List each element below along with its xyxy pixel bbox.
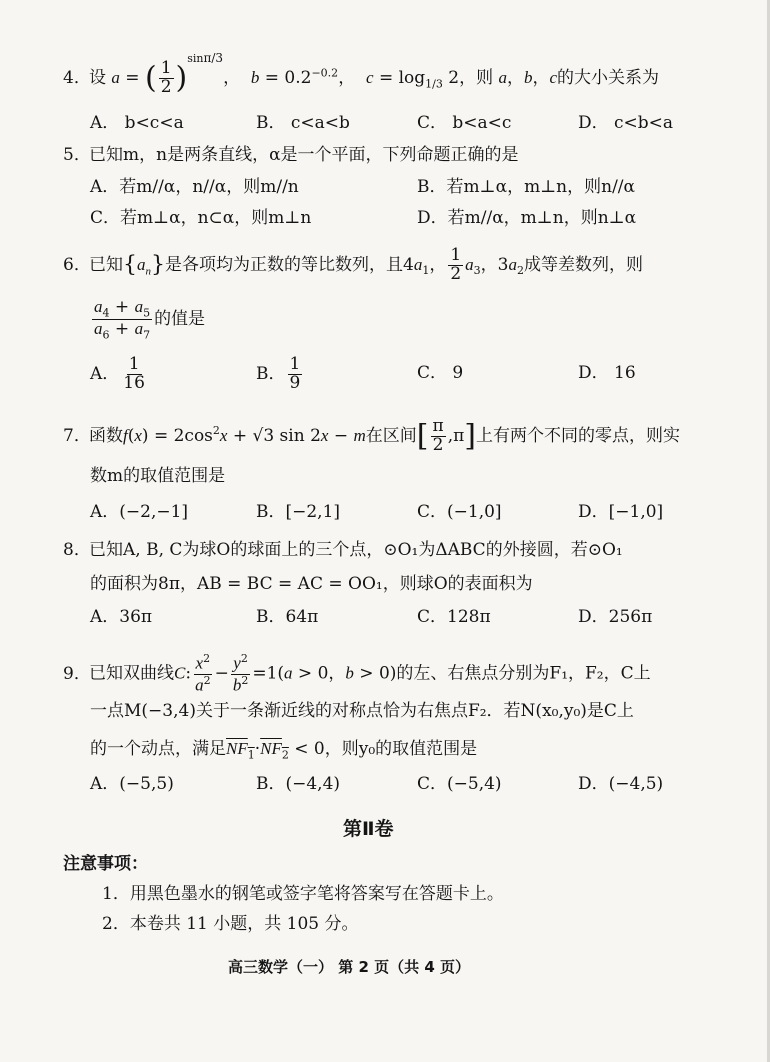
q9-stem-line1: 9．已知双曲线C: $\frac{x^2}{a^2}$ − $\frac{y^2}{b^2}$ =1(a > 0，b > 0)的左、右焦点分别为F₁，F₂，C上 <box>63 652 651 695</box>
q8-option-c[interactable]: C．128π <box>417 607 491 627</box>
q9-option-d[interactable]: D．(−4,5) <box>578 774 664 794</box>
q9-stem-line3-a: 的一个动点，满足 <box>90 739 226 759</box>
q4-number: 4． <box>63 67 91 88</box>
q8-option-b[interactable]: B．64π <box>256 607 319 627</box>
q9-stem-line2: 一点M(−3,4)关于一条渐近线的对称点恰为右焦点F₂．若N(x₀,y₀)是C上 <box>90 701 634 721</box>
q5-option-a[interactable]: A．若m//α，n//α，则m//n <box>90 177 299 197</box>
q5-option-c[interactable]: C．若m⊥α，n⊂α，则m⊥n <box>90 208 312 228</box>
q4-formula-a: a = ( $\frac{1}{2}$ )$^{sin\pi/3}$， <box>111 51 241 97</box>
q9-stem-a: 已知双曲线 <box>89 663 174 684</box>
q5-stem-text: 已知m，n是两条直线，α是一个平面，下列命题正确的是 <box>89 145 519 165</box>
q4-formula-c: $c = \log_{1/3} 2$，则 a，b，c <box>366 67 558 91</box>
q7-option-a[interactable]: A．(−2,−1] <box>90 502 189 522</box>
q7-stem-line2: 数m的取值范围是 <box>90 466 226 486</box>
q5-option-b[interactable]: B．若m⊥α，m⊥n，则n//α <box>417 177 636 197</box>
q4-stem-prefix: 设 <box>89 67 106 88</box>
q4-formula-b: $b = 0.2^{-0.2}$， <box>250 66 356 88</box>
q4-stem <box>63 51 660 97</box>
q8-option-a[interactable]: A．36π <box>90 607 153 627</box>
q8-option-d[interactable]: D．256π <box>578 607 653 627</box>
q7-stem-b: 在区间 <box>365 425 417 446</box>
q8-stem-line2: 的面积为8π，AB = BC = AC = OO₁，则球O的表面积为 <box>90 574 533 594</box>
q9-stem-line3: 的一个动点，满足$NF_1\cdot NF_2 < 0$，则y₀的取值范围是 <box>90 739 478 762</box>
q6-option-c[interactable]: C． 9 <box>417 363 464 383</box>
q9-option-a[interactable]: A．(−5,5) <box>90 774 174 794</box>
q5-number: 5． <box>63 145 91 165</box>
q6-stem-b: 是各项均为正数的等比数列，且 <box>165 254 403 275</box>
q9-option-b[interactable]: B．(−4,4) <box>256 774 341 794</box>
q9-stem-b: 的左、右焦点分别为F₁，F₂，C上 <box>396 663 651 684</box>
q6-stem-tail: 的值是 <box>154 308 206 329</box>
q6-stem: 6．已知$\{a_n\}$是各项均为正数的等比数列，且$4a_1$， $\frac{1}{2}$ $a_3$，$3a_2$成等差数列，则 <box>63 245 643 284</box>
q7-option-b[interactable]: B．[−2,1] <box>256 502 341 522</box>
q8-stem-text-1: 已知A, B, C为球O的球面上的三个点，⊙O₁为ΔABC的外接圆，若⊙O₁ <box>89 540 623 560</box>
q8-number: 8． <box>63 540 91 560</box>
q6-stem-c: 成等差数列，则 <box>523 254 643 275</box>
q9-stem-line3-b: ，则y₀的取值范围是 <box>324 739 478 759</box>
q6-number: 6． <box>63 254 91 275</box>
q4-stem-suffix: 的大小关系为 <box>557 67 660 88</box>
q7-number: 7． <box>63 425 91 446</box>
q6-option-b[interactable]: B． $\frac{1}{9}$ <box>256 354 301 393</box>
q5-stem <box>63 147 519 164</box>
q7-stem-c: 上有两个不同的零点，则实 <box>475 425 680 446</box>
q9-option-c[interactable]: C．(−5,4) <box>417 774 502 794</box>
q7-stem-a: 函数 <box>89 425 123 446</box>
note-item-1: 1．用黑色墨水的钢笔或签字笔将答案写在答题卡上。 <box>102 884 504 904</box>
q7-option-c[interactable]: C．(−1,0] <box>417 502 502 522</box>
q9-number: 9． <box>63 663 91 684</box>
q6-stem-a: 已知 <box>89 254 123 275</box>
q7-option-d[interactable]: D．[−1,0] <box>578 502 664 522</box>
q6-option-a[interactable]: A． $\frac{1}{16}$ <box>90 354 145 393</box>
page-footer: 高三数学（一） 第 2 页（共 4 页） <box>228 958 470 976</box>
q5-option-d[interactable]: D．若m//α，m⊥n，则n⊥α <box>417 208 637 228</box>
q6-option-d[interactable]: D． 16 <box>578 363 636 383</box>
q4-option-a[interactable]: A． b<c<a <box>90 113 184 133</box>
note-item-2: 2．本卷共 11 小题，共 105 分。 <box>102 914 359 934</box>
q4-option-c[interactable]: C． b<a<c <box>417 113 512 133</box>
q4-option-b[interactable]: B． c<a<b <box>256 113 350 133</box>
q6-option-b-label: B． <box>256 363 286 384</box>
section-title: 第Ⅱ卷 <box>343 818 394 840</box>
q6-option-a-label: A． <box>90 363 120 384</box>
q4-option-d[interactable]: D． c<b<a <box>578 113 674 133</box>
q7-stem: 7．函数$f(x) = 2\cos^2x + √3$ sin 2x − m在区间[ $\frac{\pi}{2}$ ,π]上有两个不同的零点，则实 <box>63 416 680 455</box>
q8-stem-line1 <box>63 542 623 559</box>
notes-title: 注意事项： <box>63 854 148 874</box>
q6-stem-fraction: $\frac{a_4 + a_5}{a_6 + a_7}$ 的值是 <box>94 297 206 342</box>
